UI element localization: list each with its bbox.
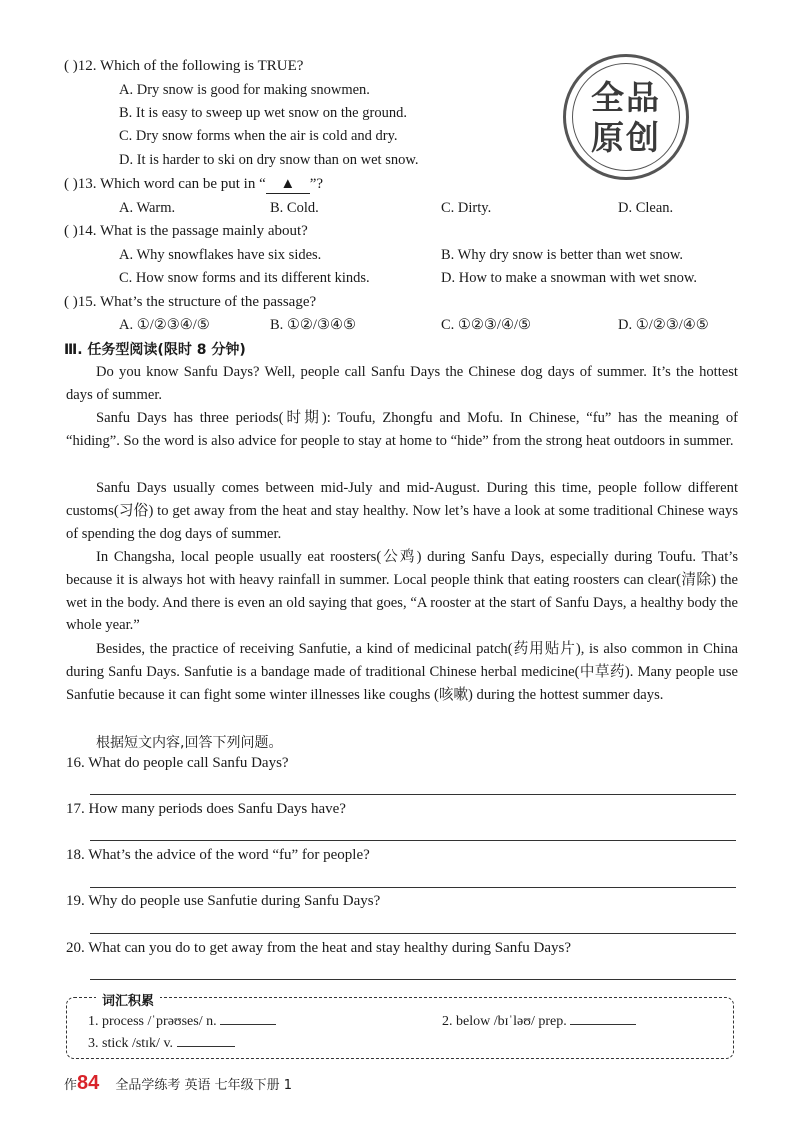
answer-line-16[interactable] — [90, 794, 736, 795]
q12-option-d: D. It is harder to ski on dry snow than on wet snow. — [119, 152, 419, 168]
q15-stem: ( )15. What’s the structure of the passage? — [64, 294, 317, 310]
question-19: 19. Why do people use Sanfutie during Sanfu Days? — [66, 893, 381, 909]
vocab-item-2-blank[interactable] — [570, 1024, 636, 1025]
q14-option-d: D. How to make a snowman with wet snow. — [441, 270, 697, 286]
vocab-item-3-blank[interactable] — [177, 1046, 235, 1047]
page-footer — [64, 1072, 292, 1095]
q12-option-c: C. Dry snow forms when the air is cold and dry. — [119, 128, 398, 144]
q14-option-b: B. Why dry snow is better than wet snow. — [441, 247, 684, 263]
q13-stem — [64, 176, 323, 194]
vocab-item-3 — [88, 1036, 235, 1052]
q13-option-d: D. Clean. — [618, 200, 674, 216]
q15-option-c: C. ①②③/④/⑤ — [441, 317, 531, 333]
answer-line-20[interactable] — [90, 979, 736, 980]
passage-paragraph-5: Besides, the practice of receiving Sanfutie, a kind of medicinal patch(药用贴片), is also common in China during Sanfu Days. Sanfutie is a bandage made of traditional Chinese herbal medicine(中草药). Many people use Sanfutie because it can fight some winter illnesses like coughs (咳嗽) during the hottest summer days. — [66, 641, 738, 703]
question-16: 16. What do people call Sanfu Days? — [66, 755, 289, 771]
stamp-line-2: 原创 — [591, 118, 661, 157]
q14-option-a: A. Why snowflakes have six sides. — [119, 247, 322, 263]
q15-option-d: D. ①/②③/④⑤ — [618, 317, 709, 333]
q14-stem: ( )14. What is the passage mainly about? — [64, 223, 308, 239]
stamp-line-1: 全品 — [591, 78, 661, 117]
answer-line-18[interactable] — [90, 887, 736, 888]
answer-line-19[interactable] — [90, 933, 736, 934]
q12-option-a: A. Dry snow is good for making snowmen. — [119, 82, 370, 98]
section-3-heading: Ⅲ. 任务型阅读(限时 8 分钟) — [64, 342, 246, 358]
question-20: 20. What can you do to get away from the heat and stay healthy during Sanfu Days? — [66, 940, 571, 956]
q13-option-c: C. Dirty. — [441, 200, 492, 216]
q12-option-b: B. It is easy to sweep up wet snow on the ground. — [119, 105, 407, 121]
passage-paragraph-3: Sanfu Days usually comes between mid-July and mid-August. During this time, people follow different customs(习俗) to get away from the heat and stay healthy. Now let’s have a look at some traditional Chinese ways of spending the dog days of summer. — [66, 480, 738, 542]
passage-paragraph-4: In Changsha, local people usually eat roosters(公鸡) during Sanfu Days, especially during Toufu. That’s because it is always hot with heavy rainfall in summer. Local people think that eating roosters can clear(清除) the wet in the body. And there is even an old saying that goes, “A rooster at the start of Sanfu Days, a healthy body the whole year.” — [66, 549, 738, 634]
q14-option-c: C. How snow forms and its different kinds. — [119, 270, 370, 286]
passage-paragraph-1: Do you know Sanfu Days? Well, people call Sanfu Days the Chinese dog days of summer. It’s the hottest days of summer. — [66, 364, 738, 403]
footer-book-info: 全品学练考 英语 七年级下册 1 — [115, 1078, 293, 1093]
vocabulary-title: 词汇积累 — [96, 990, 160, 1009]
question-18: 18. What’s the advice of the word “fu” for people? — [66, 847, 370, 863]
vocab-item-1-blank[interactable] — [220, 1024, 276, 1025]
passage-paragraph-2: Sanfu Days has three periods(时期): Toufu, Zhongfu and Mofu. In Chinese, “fu” has the meaning of “hiding”. So the word is also advice for people to stay at home to “hide” from the strong heat outdoors in summer. — [66, 410, 738, 449]
q15-option-a: A. ①/②③④/⑤ — [119, 317, 210, 333]
q13-option-a: A. Warm. — [119, 200, 176, 216]
vocab-item-1 — [88, 1014, 276, 1030]
q15-option-b: B. ①②/③④⑤ — [270, 317, 356, 333]
q13-blank-marker: ▲ — [266, 176, 310, 194]
q13-stem-end: ”? — [309, 176, 324, 192]
q12-stem: ( )12. Which of the following is TRUE? — [64, 58, 304, 74]
page-number: 84 — [77, 1072, 100, 1094]
q13-stem-text: ( )13. Which word can be put in “ — [64, 176, 266, 192]
quanpin-original-stamp — [563, 54, 689, 180]
vocab-item-1-text: 1. process /ˈprəʊses/ n. — [88, 1014, 217, 1029]
answer-instruction: 根据短文内容,回答下列问题。 — [96, 735, 283, 751]
vocab-item-2 — [442, 1014, 636, 1030]
footer-prefix: 作 — [64, 1078, 78, 1093]
question-17: 17. How many periods does Sanfu Days have? — [66, 801, 346, 817]
answer-line-17[interactable] — [90, 840, 736, 841]
q13-option-b: B. Cold. — [270, 200, 319, 216]
vocab-item-2-text: 2. below /bɪˈləʊ/ prep. — [442, 1014, 567, 1029]
vocab-item-3-text: 3. stick /stɪk/ v. — [88, 1036, 174, 1051]
